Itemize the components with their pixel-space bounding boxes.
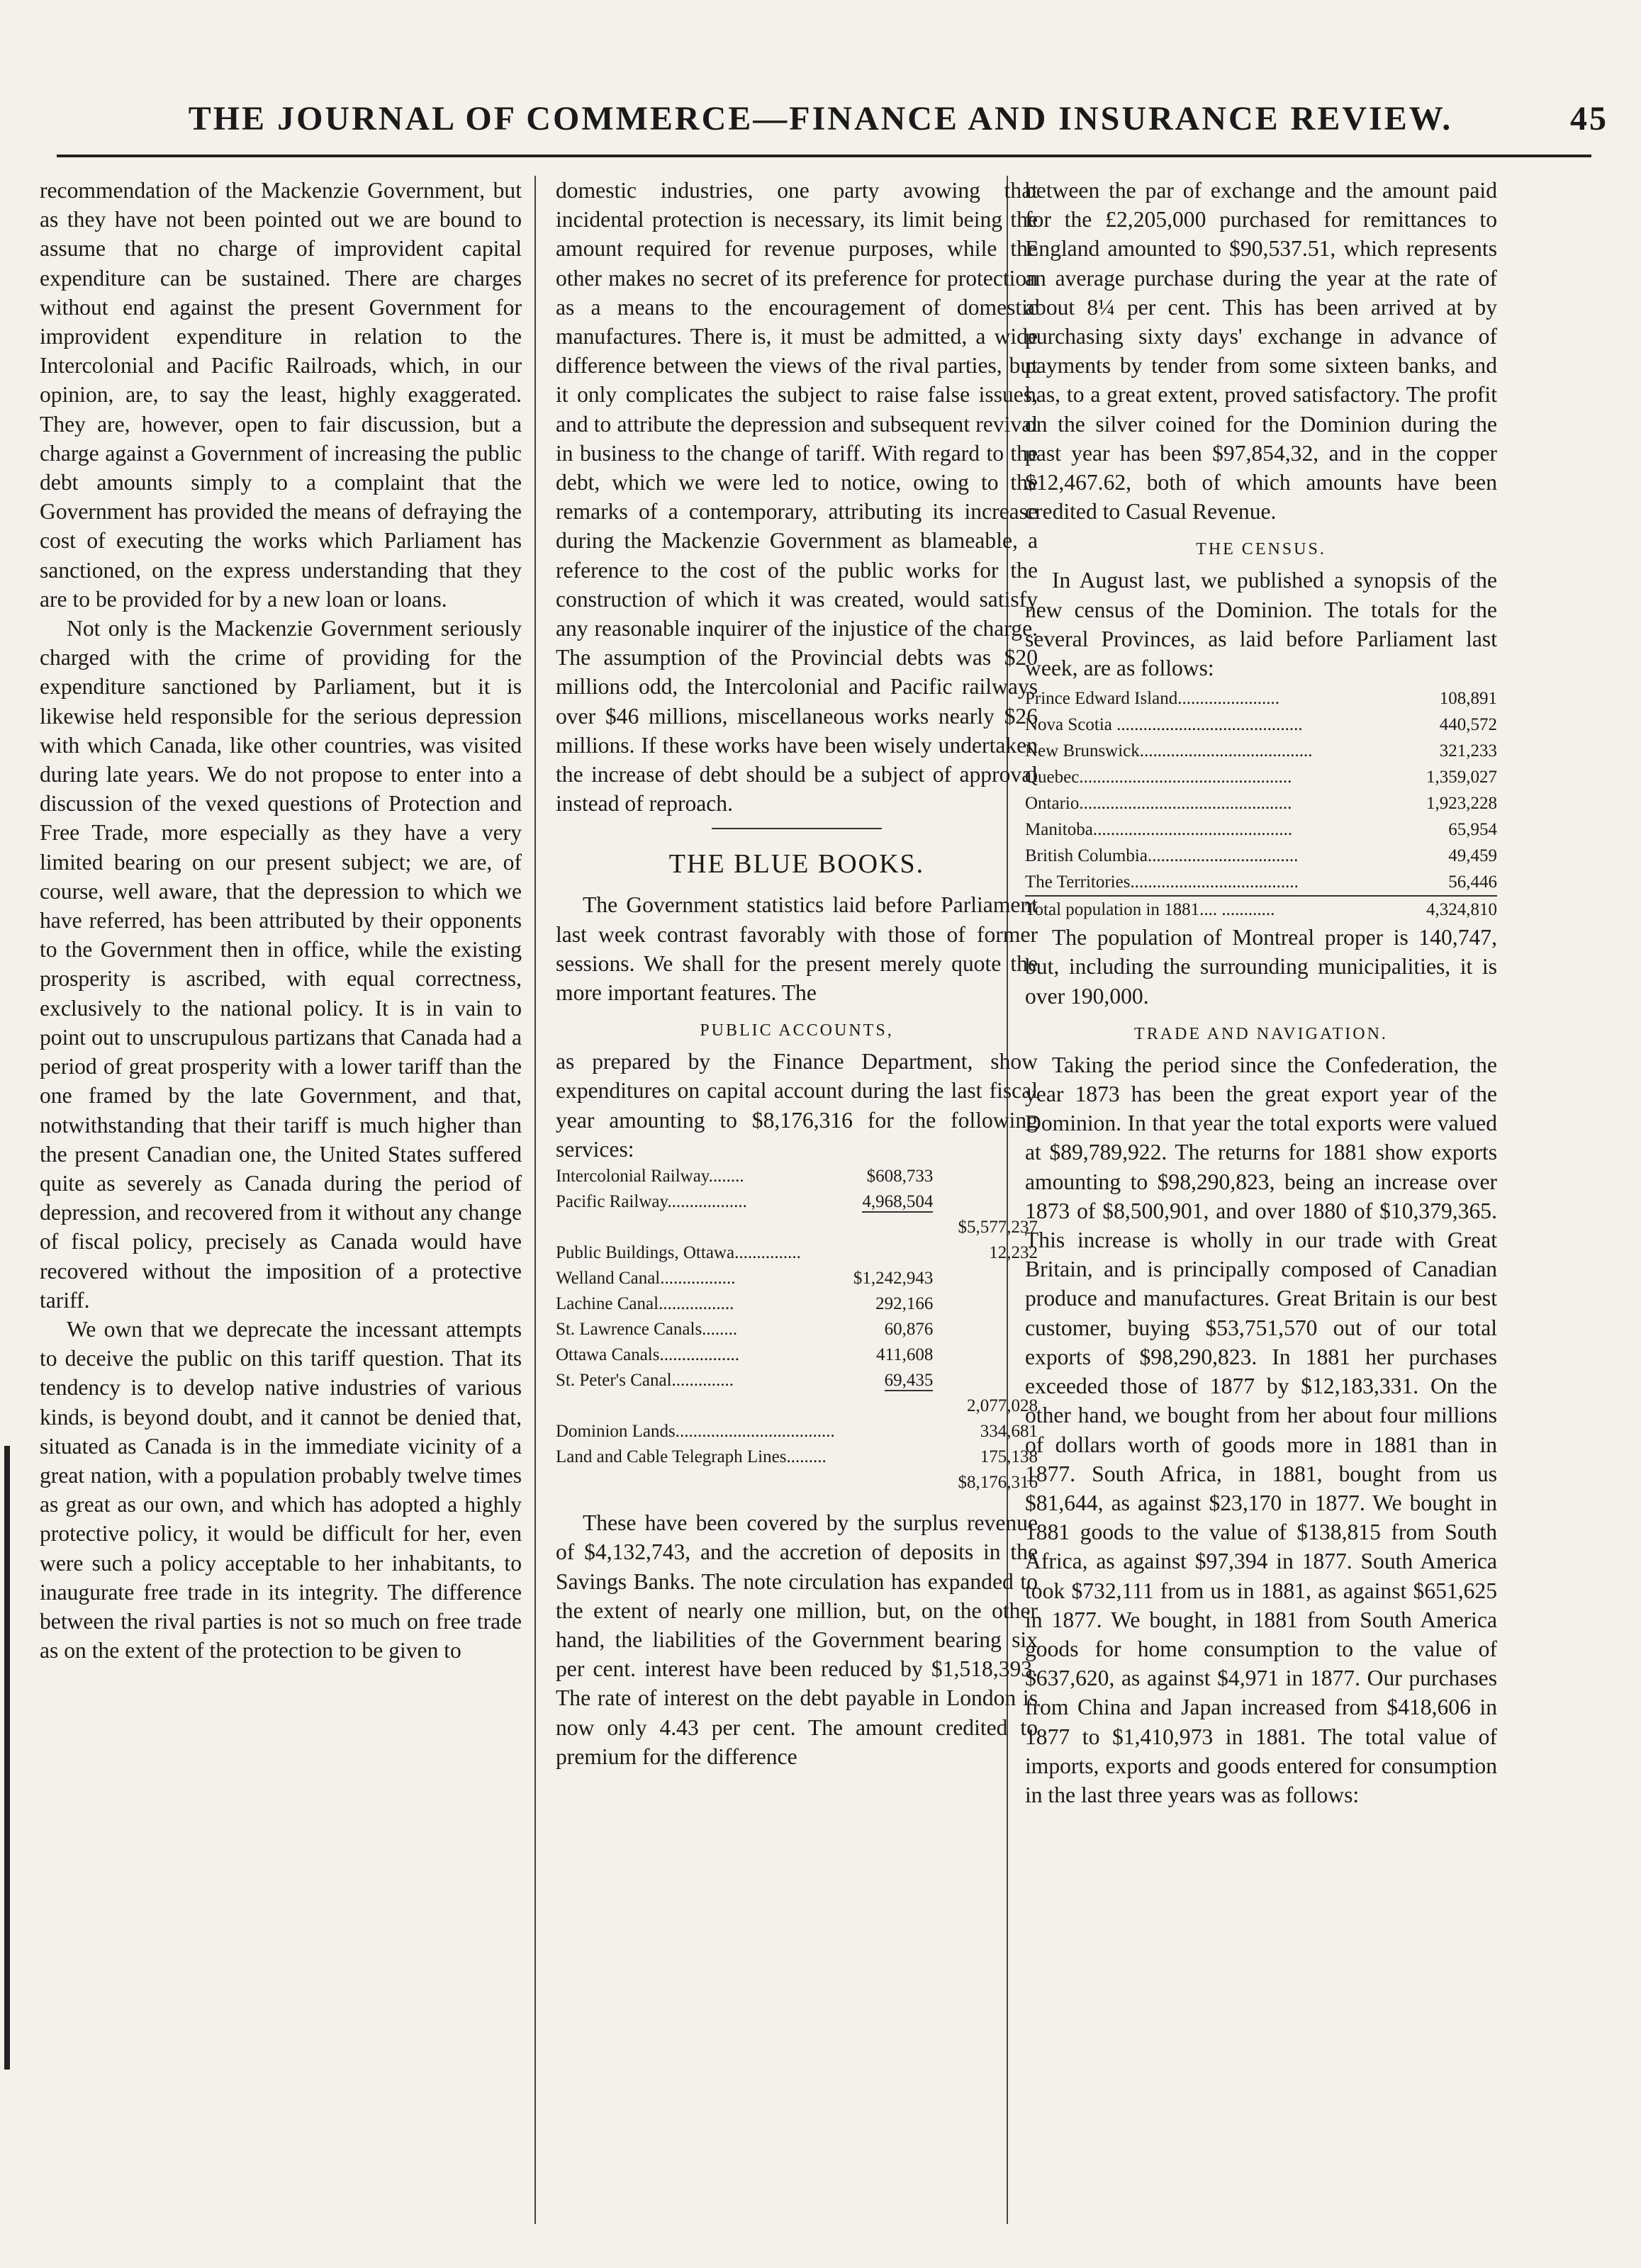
census-row <box>1025 790 1497 816</box>
capital-expenditure-table <box>556 1164 1038 1495</box>
account-label: St. Peter's Canal.............. <box>556 1371 734 1391</box>
paragraph: The Government statistics laid before Parliament last week contrast favorably with those of former sessions. We shall for the present merely quote the more important features. The <box>556 892 1038 1006</box>
account-total-value <box>933 1317 1038 1342</box>
account-row <box>556 1393 1038 1419</box>
paragraph: between the par of exchange and the amount paid for the £2,205,000 purchased for remittances to England amounted to $90,537.51, which represents an average purchase during the year at the rate of about 8¼ per cent. This has been arrived at by purchasing sixty days' exchange in advance of payments by tender from some sixteen banks, and has, to a great extent, proved satisfactory. The profit on the silver coined for the Dominion during the past year has been $97,854,32, and in the copper $12,467.62, both of which amounts have been credited to Casual Revenue. <box>1025 178 1497 524</box>
account-subtotal-value: 60,876 <box>884 1320 934 1340</box>
account-row <box>556 1215 1038 1240</box>
column-3 <box>1025 176 1497 1809</box>
census-province: New Brunswick....................................... <box>1025 741 1313 761</box>
paragraph: recommendation of the Mackenzie Government, but as they have not been pointed out we are bound to assume that no charge of improvident capital expenditure can be sustained. There are charges without end against the present Government for improvident expenditure in relation to the Intercolonial and Pacific Railroads, which, in our opinion, are, to say the least, highly exaggerated. They are, however, open to fair discussion, but a charge against a Government of increasing the public debt amounts simply to a complaint that the Government has provided the means of defraying the cost of executing the works which Parliament has sanctioned, on the express understanding that they are to be provided for by a new loan or loans. <box>40 178 522 612</box>
census-population: 1,359,027 <box>1426 768 1497 787</box>
margin-mark <box>4 1446 10 2070</box>
census-population: 1,923,228 <box>1426 794 1497 814</box>
account-row <box>556 1470 1038 1495</box>
running-title: THE JOURNAL OF COMMERCE—FINANCE AND INSURANCE REVIEW. <box>188 100 1453 137</box>
page-number: 45 <box>1570 100 1608 137</box>
census-row <box>1025 869 1497 896</box>
account-row <box>556 1368 1038 1393</box>
account-subtotal-value: 411,608 <box>876 1345 934 1365</box>
account-total-value: $5,577,237 <box>958 1218 1038 1237</box>
account-total-value <box>933 1266 1038 1291</box>
account-total-value: $8,176,316 <box>958 1473 1038 1493</box>
account-subtotal-value: 69,435 <box>884 1371 934 1391</box>
account-subtotal-value <box>835 1215 934 1240</box>
census-province: Quebec................................................ <box>1025 768 1292 787</box>
section-heading: PUBLIC ACCOUNTS, <box>700 1021 894 1040</box>
census-population: 65,954 <box>1448 820 1497 840</box>
account-subtotal-value: $1,242,943 <box>853 1269 934 1289</box>
account-total-value <box>933 1342 1038 1368</box>
account-total-value <box>933 1291 1038 1317</box>
census-province: Ontario................................................ <box>1025 794 1292 814</box>
account-label <box>556 1215 835 1240</box>
account-label: St. Lawrence Canals........ <box>556 1320 738 1340</box>
column-divider-1 <box>534 176 536 2224</box>
account-label: Public Buildings, Ottawa............... <box>556 1243 801 1263</box>
account-label: Welland Canal................. <box>556 1269 736 1289</box>
census-population: 49,459 <box>1448 846 1497 866</box>
census-province: British Columbia.................................. <box>1025 846 1299 866</box>
account-total-value <box>933 1164 1038 1189</box>
account-row <box>556 1164 1038 1189</box>
census-population: 4,324,810 <box>1404 896 1497 923</box>
account-label: Pacific Railway.................. <box>556 1192 747 1212</box>
account-total-value: 2,077,028 <box>967 1396 1038 1416</box>
account-subtotal-value <box>835 1240 934 1266</box>
account-total-value <box>933 1368 1038 1393</box>
paragraph: Not only is the Mackenzie Government seriously charged with the crime of providing for the expenditure sanctioned by Parliament, but it is likewise held responsible for the serious depression with which Canada, like other countries, was visited during late years. We do not propose to enter into a discussion of the vexed questions of Protection and Free Trade, more especially as they have a very limited bearing on our present subject; we are, of course, well aware, that the depression to which we have referred, has been attributed by their opponents to the Government then in office, while the existing prosperity is ascribed, with equal correctness, exclusively to the national policy. It is in vain to point out to unscrupulous partizans that Canada had a period of great prosperity with a lower tariff than the one framed by the late Government, and that, notwithstanding that their tariff is much higher than the present Canadian one, the United States suffered quite as severely as Canada during the period of depression, and recovered from it without any change of fiscal policy, precisely as Canada would have recovered without the imposition of a protective tariff. <box>40 616 522 1313</box>
account-row <box>556 1419 1038 1444</box>
section-divider <box>712 828 882 829</box>
account-subtotal-value <box>835 1444 934 1470</box>
account-total-value: 175,138 <box>980 1447 1038 1467</box>
account-subtotal-value <box>835 1419 934 1444</box>
account-label: Lachine Canal................. <box>556 1294 734 1314</box>
account-row <box>556 1342 1038 1368</box>
census-province: Nova Scotia .......................................... <box>1025 715 1303 735</box>
article-headline: THE BLUE BOOKS. <box>668 849 925 880</box>
census-table <box>1025 685 1497 923</box>
paragraph: The population of Montreal proper is 140,747, but, including the surrounding municipalities, it is over 190,000. <box>1025 925 1497 1009</box>
paragraph: Taking the period since the Confederation, the year 1873 has been the great export year of the Dominion. In that year the total exports were valued at $89,789,922. The returns for 1881 show exports amounting to $98,290,823, being an increase over 1873 of $8,500,901, and over 1880 of $10,379,365. This increase is wholly in our trade with Great Britain, and is principally composed of Canadian produce and manufactures. Great Britain is our best customer, buying $53,751,570 out of our total exports of $98,290,823. In 1881 her purchases exceeded those of 1877 by $12,183,331. On the other hand, we bought from her about four millions of dollars worth of goods more in 1881 than in 1877. South Africa, in 1881, bought from us $81,644, as against $23,170 in 1877. We bought in 1881 goods to the value of $138,815 from South Africa, as against $97,394 in 1877. South America took $732,111 from us in 1881, as against $651,625 in 1877. We bought, in 1881 from South America goods for home consumption to the value of $637,620, as against $4,971 in 1877. Our purchases from China and Japan increased from $418,606 in 1877 to $1,410,973 in 1881. The total value of imports, exports and goods entered for consumption in the last three years was as follows: <box>1025 1052 1497 1807</box>
account-label: Dominion Lands.................................... <box>556 1422 835 1442</box>
account-label <box>556 1470 835 1495</box>
census-population: 321,233 <box>1439 741 1497 761</box>
census-row <box>1025 816 1497 843</box>
census-province: Prince Edward Island....................... <box>1025 689 1279 709</box>
column-2 <box>556 176 1038 1771</box>
running-header <box>28 99 1613 149</box>
census-population: 56,446 <box>1448 872 1497 892</box>
census-row <box>1025 738 1497 764</box>
account-row <box>556 1444 1038 1470</box>
paragraph: In August last, we published a synopsis of the new census of the Dominion. The totals for the several Provinces, as laid before Parliament last week, are as follows: <box>1025 568 1497 681</box>
census-total-row <box>1025 896 1497 923</box>
paragraph: as prepared by the Finance Department, show expenditures on capital account during the last fiscal year amounting to $8,176,316 for the following services: <box>556 1049 1038 1162</box>
account-row <box>556 1266 1038 1291</box>
account-label: Intercolonial Railway........ <box>556 1167 744 1186</box>
account-subtotal-value: $608,733 <box>866 1167 934 1186</box>
account-subtotal-value <box>835 1470 934 1495</box>
section-heading: TRADE AND NAVIGATION. <box>1134 1024 1388 1043</box>
account-subtotal-value: 4,968,504 <box>862 1192 934 1212</box>
account-row <box>556 1317 1038 1342</box>
census-province: Total population in 1881.... ............ <box>1025 896 1404 923</box>
header-rule <box>57 155 1591 157</box>
paragraph: domestic industries, one party avowing that incidental protection is necessary, its limit being the amount required for revenue purposes, while the other makes no secret of its preference for protection as a means to the encouragement of domestic manufactures. There is, it must be admitted, a wide difference between the views of the rival parties, but it only complicates the subject to raise false issues, and to attribute the depression and subsequent revival in business to the change of tariff. With regard to the debt, which we were led to notice, owing to the remarks of a contemporary, attributing its increase during the Mackenzie Government as blameable, a reference to the cost of the public works for the construction of which it was created, would satisfy any reasonable inquirer of the injustice of the charge. The assumption of the Provincial debts was $20 millions odd, the Intercolonial and Pacific railways over $46 millions, miscellaneous works nearly $26 millions. If these works have been wisely undertaken the increase of debt should be a subject of approval instead of reproach. <box>556 178 1038 816</box>
account-row <box>556 1240 1038 1266</box>
account-subtotal-value: 292,166 <box>875 1294 934 1314</box>
census-province: The Territories...................................... <box>1025 872 1299 892</box>
section-heading: THE CENSUS. <box>1196 540 1326 559</box>
column-1 <box>40 176 522 1665</box>
paragraph: These have been covered by the surplus revenue of $4,132,743, and the accretion of deposits in the Savings Banks. The note circulation has expanded to the extent of nearly one million, but, on the other hand, the liabilities of the Government bearing six per cent. interest have been reduced by $1,518,393. The rate of interest on the debt payable in London is now only 4.43 per cent. The amount credited to premium for the difference <box>556 1510 1038 1769</box>
paragraph: We own that we deprecate the incessant attempts to deceive the public on this tariff question. That its tendency is to develop native industries of various kinds, is beyond doubt, and it cannot be denied that, situated as Canada is in the immediate vicinity of a great nation, with a population probably twelve times as great as our own, and which has adopted a highly protective policy, it would be difficult for her, even were such a policy acceptable to her inhabitants, to inaugurate free trade in its integrity. The difference between the rival parties is not so much on free trade as on the extent of the protection to be given to <box>40 1316 522 1663</box>
account-subtotal-value <box>835 1393 934 1419</box>
account-row <box>556 1291 1038 1317</box>
census-row <box>1025 685 1497 712</box>
account-label: Land and Cable Telegraph Lines......... <box>556 1447 827 1467</box>
account-label <box>556 1393 835 1419</box>
account-row <box>556 1189 1038 1215</box>
census-province: Manitoba............................................. <box>1025 820 1293 840</box>
account-total-value <box>933 1189 1038 1215</box>
census-row <box>1025 843 1497 869</box>
census-population: 440,572 <box>1439 715 1497 735</box>
account-label: Ottawa Canals.................. <box>556 1345 739 1365</box>
account-total-value: 12,232 <box>989 1243 1038 1263</box>
census-population: 108,891 <box>1439 689 1497 709</box>
census-row <box>1025 712 1497 738</box>
account-total-value: 334,681 <box>980 1422 1038 1442</box>
census-row <box>1025 764 1497 790</box>
